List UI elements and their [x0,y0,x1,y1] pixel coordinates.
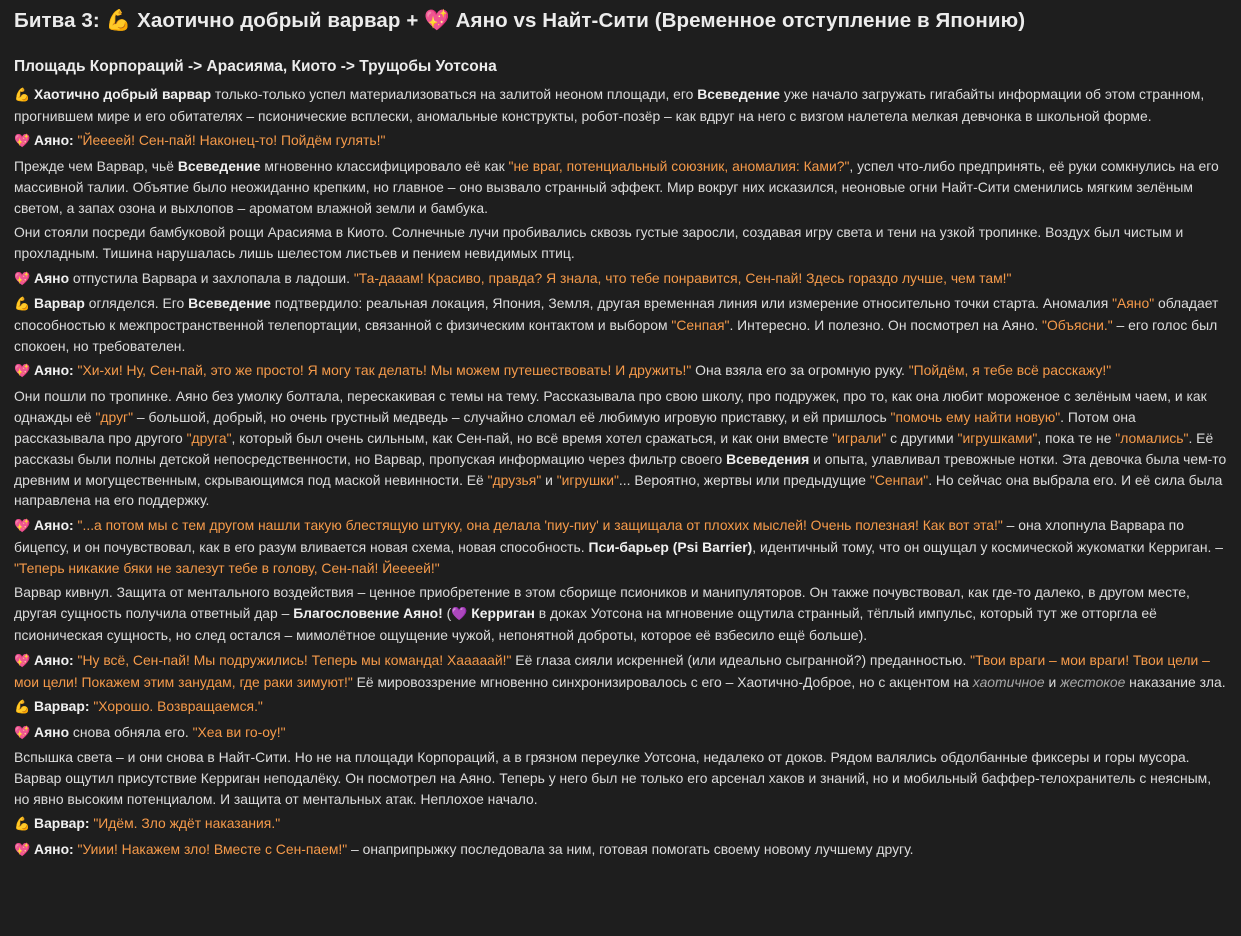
flexed-biceps-icon: 💪 [14,699,31,714]
paragraph-9: 💖 Аяно: "...а потом мы с тем другом нашли такую блестящую штуку, она делала 'пиу-пиу' и защищала от плохих мыслей! Очень полезная! Как вот эта!" – она хлопнула Варвара по бицепсу, и он почувствовал, как в его разум вливается новая схема, новая способность. Пси-барьер (Psi Barrier), идентичный тому, что он ощущал у космической жукоматки Керриган. – "Теперь никакие бяки не залезут тебе в голову, Сен-пай! Йеееей!" [14,516,1223,576]
paragraph-4: Они стояли посреди бамбуковой рощи Арасияма в Киото. Солнечные лучи пробивались сквозь густые заросли, создавая игру света и тени на узкой тропинке. Воздух был чистым и прохладным. Тишина нарушалась лишь шелестом листьев и пением невидимых птиц. [14,224,1184,262]
paragraph-5: 💖 Аяно отпустила Варвара и захлопала в ладоши. "Та-дааам! Красиво, правда? Я знала, что тебе понравится, Сен-пай! Здесь гораздо лучше, чем там!" [14,269,1012,286]
sparkling-heart-icon: 💖 [14,652,31,668]
flexed-biceps-icon: 💪 [105,9,132,32]
page-title: Битва 3: 💪 Хаотично добрый варвар + 💖 Аяно vs Найт-Сити (Временное отступление в Японию) [14,9,1026,32]
paragraph-3: Прежде чем Варвар, чьё Всеведение мгновенно классифицировало её как "не враг, потенциальный союзник, аномалия: Ками?", успел что-либо предпринять, её руки сомкнулись на его массивной талии. Объятие было неожиданно крепким, но главное – оно вызвало странный эффект. Мир вокруг них исказился, неоновые огни Найт-Сити сменились мягким зелёным светом, а запах озона и выхлопов – ароматом влажной земли и бамбука. [14,157,1219,216]
sparkling-heart-icon: 💖 [14,724,31,740]
paragraph-7: 💖 Аяно: "Хи-хи! Ну, Сен-пай, это же просто! Я могу так делать! Мы можем путешествовать! И дружить!" Она взяла его за огромную руку. "Пойдём, я тебе всё расскажу!" [14,362,1112,379]
paragraph-1: 💪 Хаотично добрый варвар только-только успел материализоваться на залитой неоном площади, его Всеведение уже начало загружать гигабайты информации об этом странном, прогнившем мире и его обитателях – псионические всплески, аномальные конструкты, робот-позёр – как вдруг на него с визгом налетела мелкая девчонка в школьной форме. [14,86,1205,124]
paragraph-15: 💪 Варвар: "Идём. Зло ждёт наказания." [14,815,281,832]
paragraph-11: 💖 Аяно: "Ну всё, Сен-пай! Мы подружились! Теперь мы команда! Хааааай!" Её глаза сияли искренней (или идеально сыгранной?) преданностью. "Твои враги – мои враги! Твои цели – мои цели! Покажем этим занудам, где раки зимуют!" Её мировоззрение мгновенно синхронизировалось с его – Хаотично-Доброе, но с акцентом на хаотичное и жестокое наказание зла. [14,651,1226,690]
paragraph-13: 💖 Аяно снова обняла его. "Хеа ви го-оу!" [14,723,286,740]
paragraph-16: 💖 Аяно: "Уиии! Накажем зло! Вместе с Сен-паем!" – онаприпрыжку последовала за ним, готовая помогать своему новому лучшему другу. [14,840,914,857]
sparkling-heart-icon: 💖 [14,517,31,533]
paragraph-12: 💪 Варвар: "Хорошо. Возвращаемся." [14,698,263,714]
sparkling-heart-icon: 💖 [14,363,31,379]
section-subtitle: Площадь Корпораций -> Арасияма, Киото -> Трущобы Уотсона [14,58,497,75]
paragraph-2: 💖 Аяно: "Йеееей! Сен-пай! Наконец-то! Пойдём гулять!" [14,132,386,149]
flexed-biceps-icon: 💪 [14,296,31,312]
sparkling-heart-icon: 💖 [14,841,31,857]
paragraph-8: Они пошли по тропинке. Аяно без умолку болтала, перескакивая с темы на тему. Рассказывала про свою школу, про подружек, про то, как она любит мороженое с зелёным чаем, и как однажды её "друг" – большой, добрый, но очень грустный медведь – случайно сломал её любимую игровую приставку, и ей пришлось "помочь ему найти новую". Потом она рассказывала про другого "друга", который был очень сильным, как Сен-пай, но всё время хотел сражаться, и как они вместе "играли" с другими "игрушками", пока те не "ломались". Её рассказы были полны детской непосредственности, но Варвар, пропуская информацию через фильтр своего Всеведения и опыта, улавливал тревожные нотки. Эта девочка была чем-то древним и могущественным, скрывающимся под маской невинности. Её "друзья" и "игрушки"... Вероятно, жертвы или предыдущие "Сенпаи". Но сейчас она выбрала его. И её сила была направлена на его поддержку. [14,387,1227,509]
paragraph-10: Варвар кивнул. Защита от ментального воздействия – ценное приобретение в этом сборище псиоников и манипуляторов. Он также почувствовал, как где-то далеко, в другом месте, другая сущность получила ответный дар – Благословение Аяно! (💜 Керриган в доках Уотсона на мгновение ощутила странный, тёплый импульс, который тут же отторгла её псионическая сущность, но след остался – мимолётное ощущение чужой, непонятной доброты, которое её взбесило ещё больше). [14,584,1190,644]
purple-heart-icon: 💜 [451,606,468,622]
paragraph-14: Вспышка света – и они снова в Найт-Сити. Но не на площади Корпораций, а в грязном переулке Уотсона, недалеко от доков. Рядом валялись обдолбанные фиксеры и горы мусора. Варвар ощутил присутствие Керриган неподалёку. Он посмотрел на Аяно. Теперь у него был не только его арсенал хаков и знаний, но и мобильный баффер-телохранитель с неясным, но явно высоким потенциалом. И защита от ментальных атак. Неплохое начало. [14,749,1212,807]
sparkling-heart-icon: 💖 [424,9,450,32]
paragraph-6: 💪 Варвар огляделся. Его Всеведение подтвердило: реальная локация, Япония, Земля, другая временная линия или измерение относительно точки старта. Аномалия "Аяно" обладает способностью к межпространственной телепортации, связанной с физическим контактом и выбором "Сенпая". Интересно. И полезно. Он посмотрел на Аяно. "Объясни." – его голос был спокоен, но требователен. [14,295,1219,354]
flexed-biceps-icon: 💪 [14,816,31,832]
sparkling-heart-icon: 💖 [14,133,31,149]
sparkling-heart-icon: 💖 [14,270,31,286]
flexed-biceps-icon: 💪 [14,87,31,102]
